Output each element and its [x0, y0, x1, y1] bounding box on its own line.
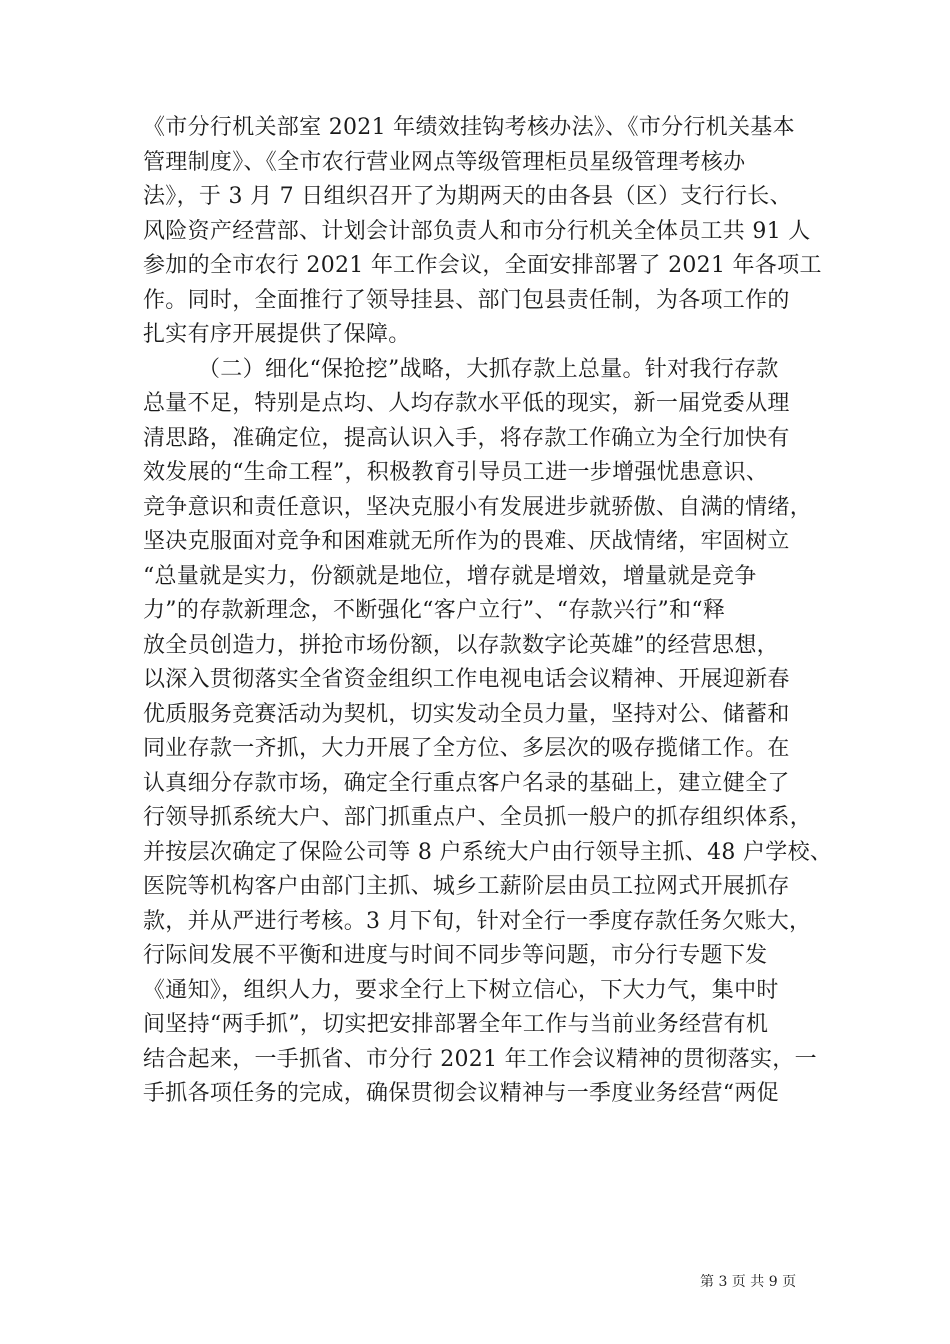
text-line: 行际间发展不平衡和进度与时间不同步等问题，市分行专题下发: [143, 943, 768, 968]
text-line: 管理制度》、《全市农行营业网点等级管理柜员星级管理考核办: [143, 150, 746, 175]
text-line: 效发展的“生命工程”，积极教育引导员工进一步增强忧患意识、: [143, 460, 769, 485]
text-line: 清思路，准确定位，提高认识入手，将存款工作确立为全行加快有: [143, 426, 790, 451]
text-line: 参加的全市农行 2021 年工作会议，全面安排部署了 2021 年各项工: [143, 253, 822, 278]
text-line: 结合起来，一手抓省、市分行 2021 年工作会议精神的贯彻落实，一: [143, 1047, 817, 1072]
text-line: “总量就是实力，份额就是地位，增存就是增效，增量就是竞争: [143, 564, 757, 589]
text-line: 医院等机构客户由部门主抓、城乡工薪阶层由员工拉网式开展抓存: [143, 874, 790, 899]
text-line: 间坚持“两手抓”，切实把安排部署全年工作与当前业务经营有机: [143, 1012, 769, 1037]
text-line: 并按层次确定了保险公司等 8 户系统大户由行领导主抓、48 户学校、: [143, 840, 833, 865]
text-line: 《通知》，组织人力，要求全行上下树立信心，下大力气，集中时: [143, 978, 779, 1003]
text-line: 《市分行机关部室 2021 年绩效挂钩考核办法》、《市分行机关基本: [143, 115, 795, 140]
page-number: 第 3 页 共 9 页: [700, 1274, 797, 1290]
text-line: 优质服务竞赛活动为契机，切实发动全员力量，坚持对公、储蓄和: [143, 702, 790, 727]
text-line: 放全员创造力，拼抢市场份额，以存款数字论英雄”的经营思想，: [143, 633, 779, 658]
text-line: 法》，于 3 月 7 日组织召开了为期两天的由各县（区）支行行长、: [143, 184, 792, 209]
text-line: 作。同时，全面推行了领导挂县、部门包县责任制，为各项工作的: [143, 288, 790, 313]
text-line: 总量不足，特别是点均、人均存款水平低的现实，新一届党委从理: [143, 391, 790, 416]
text-line: 认真细分存款市场，确定全行重点客户名录的基础上，建立健全了: [143, 771, 790, 796]
text-line: 同业存款一齐抓，大力开展了全方位、多层次的吸存揽储工作。在: [143, 736, 790, 761]
text-line: 行领导抓系统大户、部门抓重点户、全员抓一般户的抓存组织体系，: [143, 805, 813, 830]
text-line: （二）细化“保抢挖”战略，大抓存款上总量。针对我行存款: [198, 357, 779, 382]
text-line: 手抓各项任务的完成，确保贯彻会议精神与一季度业务经营“两促: [143, 1081, 779, 1106]
text-line: 风险资产经营部、计划会计部负责人和市分行机关全体员工共 91 人: [143, 219, 811, 244]
text-line: 扎实有序开展提供了保障。: [143, 322, 411, 347]
text-line: 款，并从严进行考核。3 月下旬，针对全行一季度存款任务欠账大，: [143, 909, 812, 934]
text-line: 竞争意识和责任意识，坚决克服小有发展进步就骄傲、自满的情绪，: [143, 495, 813, 520]
text-line: 坚决克服面对竞争和困难就无所作为的畏难、厌战情绪，牢固树立: [143, 529, 790, 554]
text-line: 以深入贯彻落实全省资金组织工作电视电话会议精神、开展迎新春: [143, 667, 790, 692]
text-line: 力”的存款新理念，不断强化“客户立行”、“存款兴行”和“释: [143, 598, 726, 623]
